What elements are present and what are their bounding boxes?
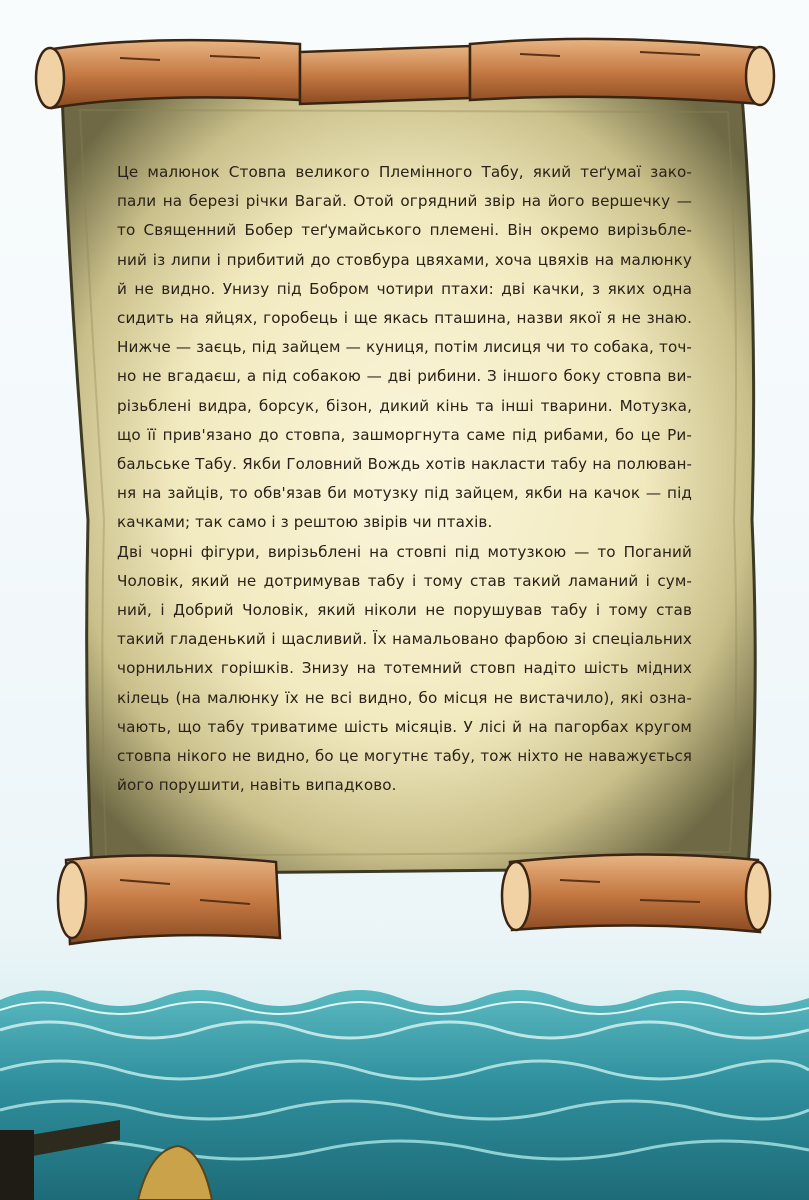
top-scroll-roll [36,39,774,108]
text-line: но не вгадаєш, а під собакою — дві рибини. З іншого боку стовпа ви- [117,367,692,386]
text-line: качками; так само і з рештою звірів чи птахів. [117,513,493,532]
text-line: стовпа нікого не видно, бо це могутнє табу, тож ніхто не наважується [117,747,692,766]
sea-waves [0,990,809,1200]
text-line: чають, що табу триватиме шість місяців. У лісі й на пагорбах кругом [117,717,692,736]
text-line: пали на березі річки Вагай. Отой огрядний звір на його вершечку — [117,192,692,211]
text-line: кілець (на малюнку їх не всі видно, бо місця не вистачило), які озна- [117,688,692,707]
scroll-text [117,158,692,800]
text-line: сидить на яйцях, горобець і ще якась пташина, назви якої я не знаю. [117,309,692,328]
text-line: й не видно. Унизу під Бобром чотири птахи: дві качки, з яких одна [117,279,692,298]
text-line: Дві чорні фігури, вирізьблені на стовпі під мотузкою — то Поганий [117,542,692,561]
text-line: ня на зайців, то обв'язав би мотузку під зайцем, якби на качок — під [117,484,692,503]
text-line: ний із липи і прибитий до стовбура цвяхами, хоча цвяхів на малюнку [117,250,692,269]
paragraph-1 [117,158,692,538]
text-line: Це малюнок Стовпа великого Племінного Табу, який теґумаї зако- [117,163,692,181]
text-line: Чоловік, який не дотримував табу і тому став такий ламаний і сум- [117,571,692,590]
text-line: такий гладенький і щасливий. Їх намальовано фарбою зі спеціальних [117,630,692,649]
paragraph-2 [117,538,692,801]
text-line: що її прив'язано до стовпа, зашморгнута саме під рибами, бо це Ри- [117,425,692,444]
text-line: бальське Табу. Якби Головний Вождь хотів накласти табу на полюван- [117,455,692,474]
text-line: Нижче — заєць, під зайцем — куниця, потім лисиця чи то собака, точ- [117,338,692,357]
text-line: то Священний Бобер теґумайського племені. Він окремо вирізьбле- [117,221,692,240]
text-line: його порушити, навіть випадково. [117,776,397,795]
text-line: ний, і Добрий Чоловік, який ніколи не порушував табу і тому став [117,601,692,620]
text-line: чорнильних горішків. Знизу на тотемний стовп надіто шість мідних [117,659,692,678]
text-line: різьблені видра, борсук, бізон, дикий кінь та інші тварини. Мотузка, [117,396,692,415]
